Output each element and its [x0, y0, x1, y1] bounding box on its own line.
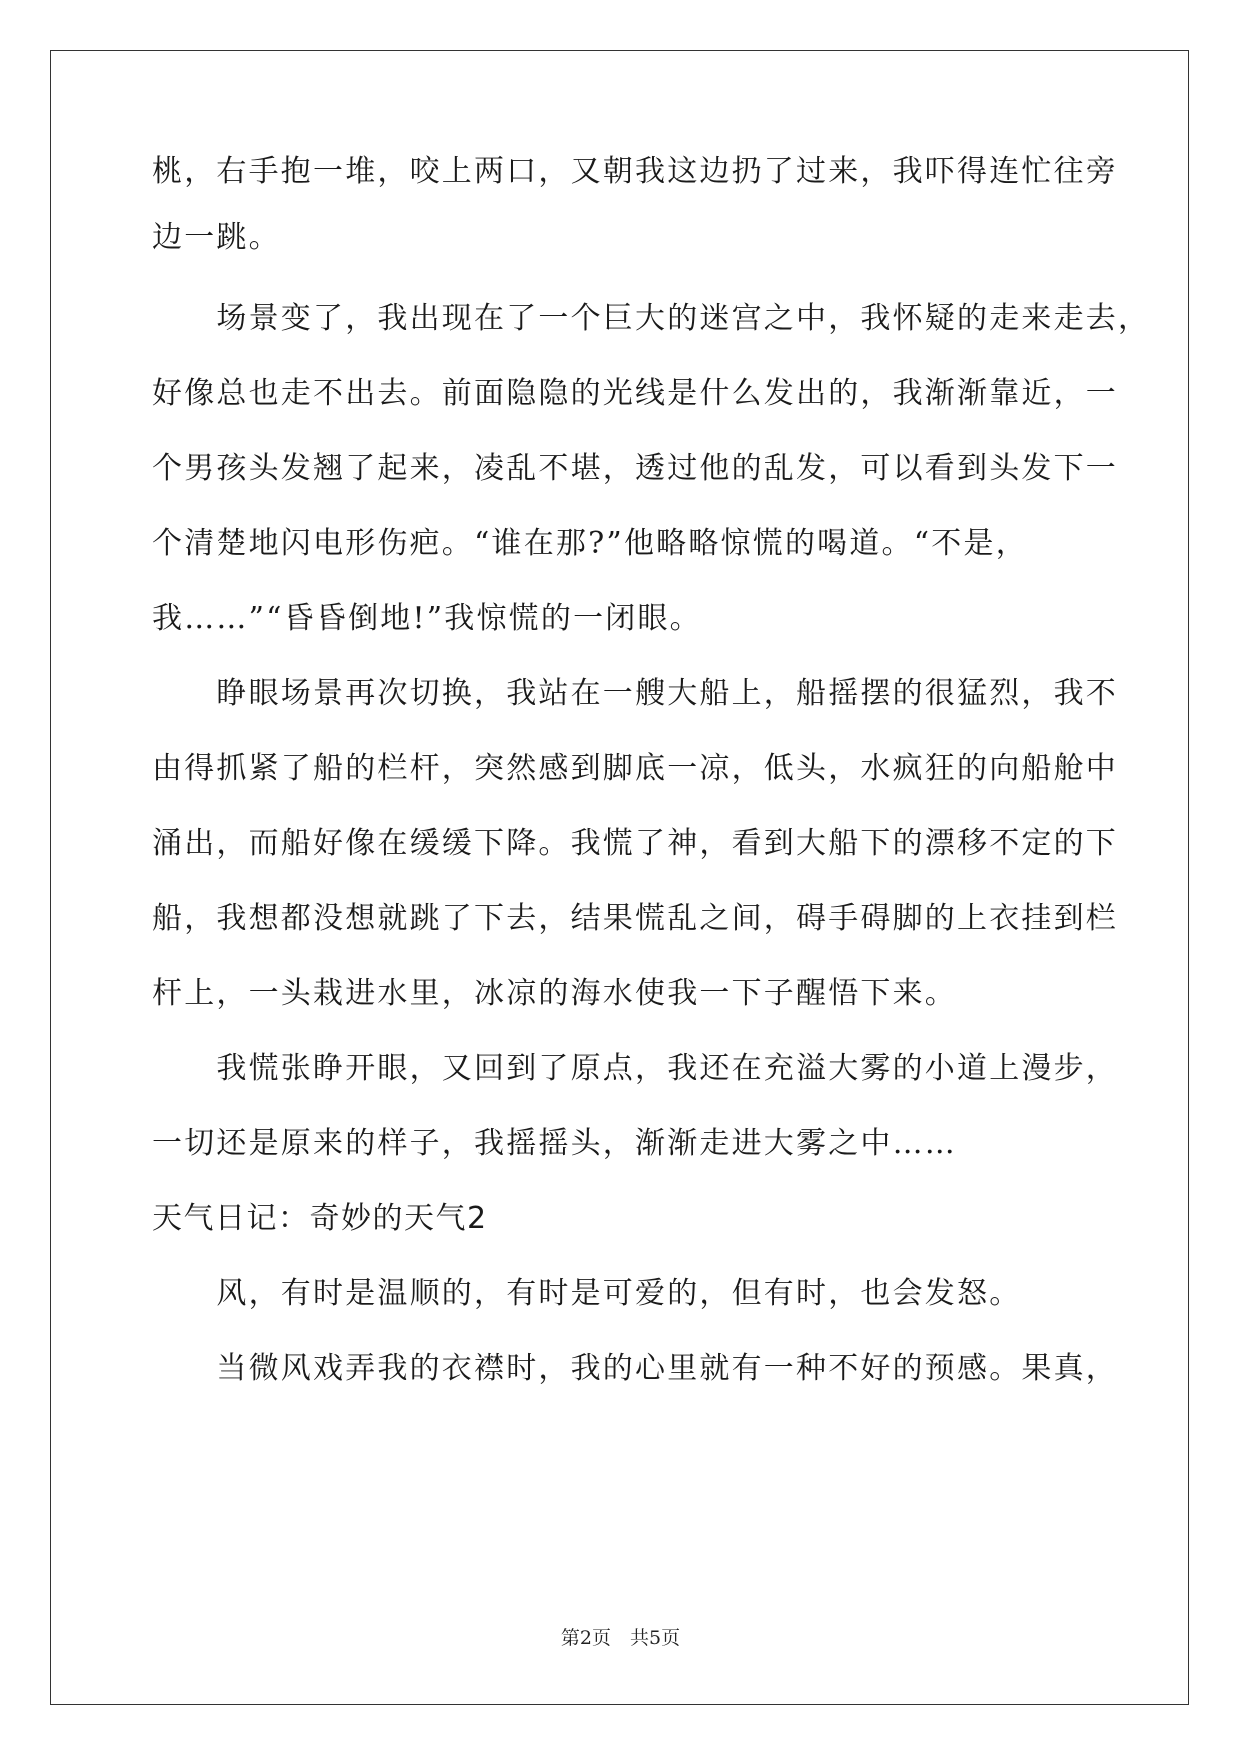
- paragraph-line: 风，有时是温顺的，有时是可爱的，但有时，也会发怒。: [152, 1276, 1022, 1311]
- text-line: 个清楚地闪电形伤疤。“谁在那?”他略略惊慌的喝道。“不是，: [152, 526, 1028, 561]
- page-number: 第2页 共5页: [560, 1627, 681, 1649]
- text-line: 边一跳。: [152, 220, 281, 255]
- text-line: 我……”“昏昏倒地!”我惊慌的一闭眼。: [152, 601, 702, 636]
- text-line: 好像总也走不出去。前面隐隐的光线是什么发出的，我渐渐靠近，一: [152, 376, 1118, 411]
- text-line: 涌出，而船好像在缓缓下降。我慌了神，看到大船下的漂移不定的下: [152, 826, 1118, 861]
- paragraph-line: 场景变了，我出现在了一个巨大的迷宫之中，我怀疑的走来走去，: [152, 301, 1151, 336]
- text-line: 桃，右手抱一堆，咬上两口，又朝我这边扔了过来，我吓得连忙往旁: [152, 154, 1118, 189]
- text-line: 由得抓紧了船的栏杆，突然感到脚底一凉，低头，水疯狂的向船舱中: [152, 751, 1118, 786]
- paragraph-line: 睁眼场景再次切换，我站在一艘大船上，船摇摆的很猛烈，我不: [152, 676, 1118, 711]
- paragraph-line: 我慌张睁开眼，又回到了原点，我还在充溢大雾的小道上漫步，: [152, 1051, 1118, 1086]
- paragraph-line: 当微风戏弄我的衣襟时，我的心里就有一种不好的预感。果真，: [152, 1351, 1118, 1386]
- text-line: 一切还是原来的样子，我摇摇头，渐渐走进大雾之中……: [152, 1126, 957, 1161]
- text-line: 杆上，一头栽进水里，冰凉的海水使我一下子醒悟下来。: [152, 976, 957, 1011]
- text-line: 船，我想都没想就跳了下去，结果慌乱之间，碍手碍脚的上衣挂到栏: [152, 901, 1118, 936]
- section-heading: 天气日记：奇妙的天气2: [152, 1201, 488, 1236]
- text-line: 个男孩头发翘了起来，凌乱不堪，透过他的乱发，可以看到头发下一: [152, 451, 1118, 486]
